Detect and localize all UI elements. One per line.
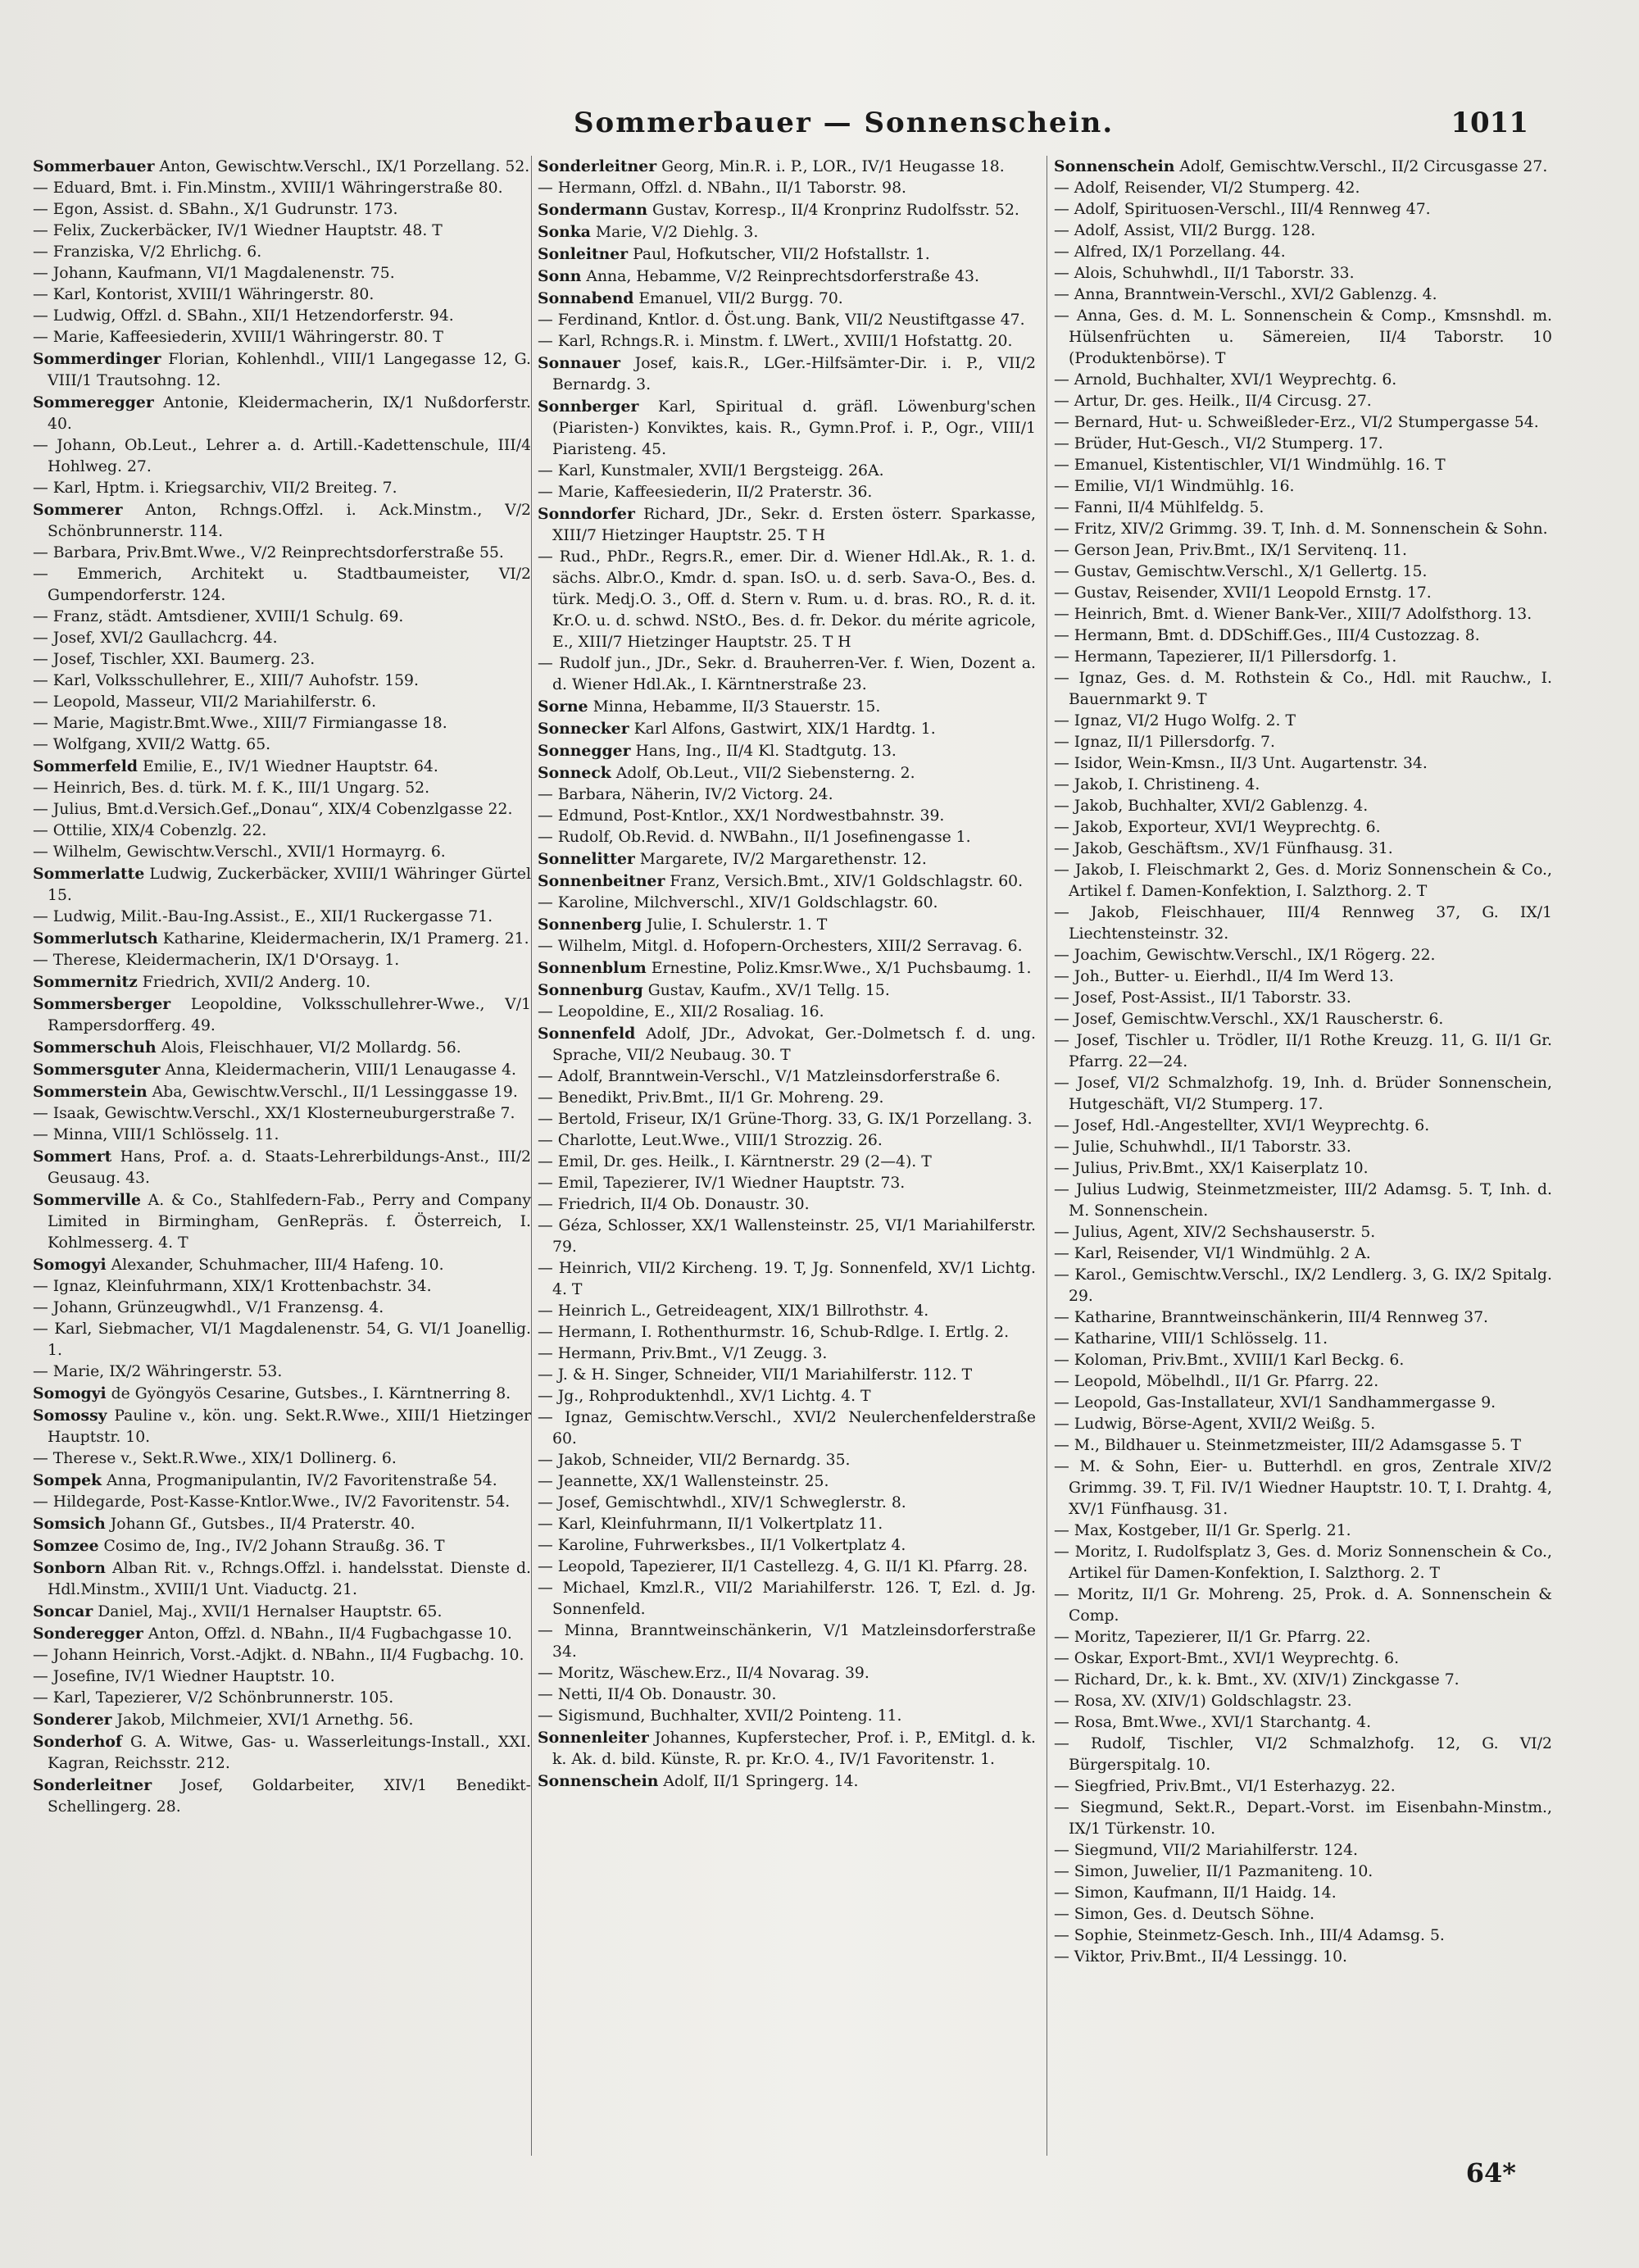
directory-entry: — Minna, VIII/1 Schlösselg. 11. — [33, 1126, 279, 1143]
directory-entry: — Wilhelm, Mitgl. d. Hofopern-Orchesters, XIII/2 Serravag. 6. — [538, 938, 1023, 955]
column-divider — [531, 156, 532, 2156]
directory-entry: — Adolf, Reisender, VI/2 Stumperg. 42. — [1054, 180, 1360, 197]
directory-entry: — Emil, Dr. ges. Heilk., I. Kärntnerstr. 29 (2—4). T — [538, 1153, 932, 1170]
directory-entry: Sommerlatte Ludwig, Zuckerbäcker, XVIII/1 Währinger Gürtel 15. — [33, 865, 531, 904]
directory-entry: — Johann, Grünzeugwhdl., V/1 Franzensg. 4. — [33, 1299, 384, 1316]
directory-entry: — Katharine, VIII/1 Schlösselg. 11. — [1054, 1330, 1328, 1348]
directory-entry: — M., Bildhauer u. Steinmetzmeister, III/2 Adamsgasse 5. T — [1054, 1437, 1522, 1454]
directory-entry: Sonnenbeitner Franz, Versich.Bmt., XIV/1 Goldschlagstr. 60. — [538, 872, 1024, 890]
directory-entry: — Emil, Tapezierer, IV/1 Wiedner Hauptstr. 73. — [538, 1175, 906, 1192]
directory-entry: — Leopold, Gas-Installateur, XVI/1 Sandhammergasse 9. — [1054, 1394, 1496, 1411]
directory-entry: Sommerbauer Anton, Gewischtw.Verschl., IX/1 Porzellang. 52. — [33, 157, 530, 175]
directory-entry: — Jakob, Exporteur, XVI/1 Weyprechtg. 6. — [1054, 819, 1381, 836]
directory-entry: — Sophie, Steinmetz-Gesch. Inh., III/4 Adamsg. 5. — [1054, 1927, 1445, 1944]
directory-entry: — Josef, Gemischtw.Verschl., XX/1 Rauscherstr. 6. — [1054, 1011, 1444, 1028]
directory-entry: — Julie, Schuhwhdl., II/1 Taborstr. 33. — [1054, 1139, 1351, 1156]
directory-entry: — Moritz, Wäschew.Erz., II/4 Novarag. 39. — [538, 1665, 869, 1682]
directory-entry: — Karl, Tapezierer, V/2 Schönbrunnerstr. 105. — [33, 1689, 394, 1707]
directory-entry: Sonnberger Karl, Spiritual d. gräfl. Löwenburg'schen (Piaristen-) Konviktes, kais. R., Gymn.Prof. i. P., Ogr., VIII/1 Piaristeng. 45. — [538, 398, 1036, 458]
directory-entry: — Karol., Gemischtw.Verschl., IX/2 Lendlerg. 3, G. IX/2 Spitalg. 29. — [1054, 1266, 1552, 1305]
directory-entry: — Johann, Ob.Leut., Lehrer a. d. Artill.-Kadettenschule, III/4 Hohlweg. 27. — [33, 437, 531, 475]
directory-entry: — Isaak, Gewischtw.Verschl., XX/1 Klosterneuburgerstraße 7. — [33, 1105, 515, 1122]
directory-entry: — Gerson Jean, Priv.Bmt., IX/1 Servitenq. 11. — [1054, 542, 1407, 559]
directory-entry: Sonderleitner Josef, Goldarbeiter, XIV/1 Benedikt-Schellingerg. 28. — [33, 1776, 531, 1816]
directory-entry: — Anna, Ges. d. M. L. Sonnenschein & Comp., Kmsnshdl. m. Hülsenfrüchten u. Sämereien, II/4 Taborstr. 10 (Produktenbörse). T — [1054, 307, 1552, 367]
directory-entry: — Hermann, Priv.Bmt., V/1 Zeugg. 3. — [538, 1345, 828, 1362]
directory-entry: Somossy Pauline v., kön. ung. Sekt.R.Wwe., XIII/1 Hietzinger Hauptstr. 10. — [33, 1407, 531, 1446]
directory-entry: — Therese v., Sekt.R.Wwe., XIX/1 Dollinerg. 6. — [33, 1450, 397, 1467]
directory-entry: — Karoline, Fuhrwerksbes., II/1 Volkertplatz 4. — [538, 1537, 906, 1554]
directory-entry: Sonderer Jakob, Milchmeier, XVI/1 Arnethg. 56. — [33, 1711, 414, 1729]
directory-entry: — Franz, städt. Amtsdiener, XVIII/1 Schulg. 69. — [33, 608, 404, 625]
directory-entry: — Ignaz, Kleinfuhrmann, XIX/1 Krottenbachstr. 34. — [33, 1278, 432, 1295]
directory-entry: — Marie, IX/2 Währingerstr. 53. — [33, 1363, 283, 1380]
directory-entry: — Rudolf jun., JDr., Sekr. d. Brauherren-Ver. f. Wien, Dozent a. d. Wiener Hdl.Ak., I. Kärntnerstraße 23. — [538, 655, 1036, 693]
directory-entry: — Julius Ludwig, Steinmetzmeister, III/2 Adamsg. 5. T, Inh. d. M. Sonnenschein. — [1054, 1181, 1552, 1220]
directory-entry: — Rud., PhDr., Regrs.R., emer. Dir. d. Wiener Hdl.Ak., R. 1. d. sächs. Albr.O., Kmdr. d. span. IsO. u. d. serb. Sava-O., Bes. d. türk. Medj.O. 3., Off. d. Stern v. Rum. u. d. bras. RO., R. d. it. Kr.O. u. d. schwd. NStO., Bes. d. fr. Dekor. du mérite agricole, E., XIII/7 Hietzinger Hauptstr. 25. T H — [538, 548, 1036, 651]
directory-entry: — Brüder, Hut-Gesch., VI/2 Stumperg. 17. — [1054, 435, 1383, 452]
directory-entry: Sonnecker Karl Alfons, Gastwirt, XIX/1 Hardtg. 1. — [538, 720, 936, 738]
directory-entry: — Jakob, Buchhalter, XVI/2 Gablenzg. 4. — [1054, 798, 1369, 815]
directory-entry: Sonderhof G. A. Witwe, Gas- u. Wasserleitungs-Install., XXI. Kagran, Reichsstr. 212. — [33, 1733, 531, 1772]
directory-entry: — Wilhelm, Gewischtw.Verschl., XVII/1 Hormayrg. 6. — [33, 843, 446, 861]
directory-entry: — Ottilie, XIX/4 Cobenzlg. 22. — [33, 822, 267, 839]
directory-entry: — Hermann, I. Rothenthurmstr. 16, Schub-Rdlge. I. Ertlg. 2. — [538, 1324, 1010, 1341]
directory-entry: — Karl, Kunstmaler, XVII/1 Bergsteigg. 26A. — [538, 462, 884, 480]
directory-entry: — Richard, Dr., k. k. Bmt., XV. (XIV/1) Zinckgasse 7. — [1054, 1671, 1460, 1689]
directory-entry: — Simon, Kaufmann, II/1 Haidg. 14. — [1054, 1884, 1337, 1902]
directory-entry: — Bernard, Hut- u. Schweißleder-Erz., VI/2 Stumpergasse 54. — [1054, 414, 1539, 431]
directory-entry: — Koloman, Priv.Bmt., XVIII/1 Karl Beckg. 6. — [1054, 1352, 1405, 1369]
directory-entry: — Arnold, Buchhalter, XVI/1 Weyprechtg. 6. — [1054, 371, 1397, 389]
directory-entry: Sonn Anna, Hebamme, V/2 Reinprechtsdorferstraße 43. — [538, 267, 979, 285]
directory-entry: — Julius, Agent, XIV/2 Sechshauserstr. 5. — [1054, 1224, 1376, 1241]
directory-entry: — Johann Heinrich, Vorst.-Adjkt. d. NBahn., II/4 Fugbachg. 10. — [33, 1647, 524, 1664]
directory-entry: — Rudolf, Tischler, VI/2 Schmalzhofg. 12, G. VI/2 Bürgerspitalg. 10. — [1054, 1735, 1552, 1774]
directory-entry: — Emmerich, Architekt u. Stadtbaumeister, VI/2 Gumpendorferstr. 124. — [33, 566, 531, 604]
directory-entry: — Franziska, V/2 Ehrlichg. 6. — [33, 243, 262, 261]
directory-entry: — Josef, Hdl.-Angestellter, XVI/1 Weyprechtg. 6. — [1054, 1117, 1430, 1134]
directory-entry: — Heinrich, VII/2 Kircheng. 19. T, Jg. Sonnenfeld, XV/1 Lichtg. 4. T — [538, 1260, 1036, 1298]
directory-entry: Sommersberger Leopoldine, Volksschullehrer-Wwe., V/1 Rampersdorfferg. 49. — [33, 995, 531, 1034]
directory-entry: — Ludwig, Milit.-Bau-Ing.Assist., E., XII/1 Ruckergasse 71. — [33, 908, 493, 925]
directory-entry: Sonnegger Hans, Ing., II/4 Kl. Stadtgutg. 13. — [538, 742, 897, 760]
directory-column-3 — [1054, 156, 1552, 2139]
directory-entry: — Rudolf, Ob.Revid. d. NWBahn., II/1 Josefinengasse 1. — [538, 829, 971, 846]
directory-entry: — Barbara, Näherin, IV/2 Victorg. 24. — [538, 786, 833, 803]
signature-mark: 64* — [1465, 2157, 1516, 2188]
directory-entry: — Josef, XVI/2 Gaullachcrg. 44. — [33, 629, 278, 647]
directory-entry: Sonnenblum Ernestine, Poliz.Kmsr.Wwe., X/1 Puchsbaumg. 1. — [538, 959, 1032, 977]
directory-entry: — Marie, Kaffeesiederin, XVIII/1 Währingerstr. 80. T — [33, 329, 443, 346]
directory-entry: Soncar Daniel, Maj., XVII/1 Hernalser Hauptstr. 65. — [33, 1602, 443, 1620]
directory-entry: Sommersguter Anna, Kleidermacherin, VIII/1 Lenaugasse 4. — [33, 1061, 516, 1079]
directory-entry: — Heinrich, Bes. d. türk. M. f. K., III/1 Ungarg. 52. — [33, 779, 430, 797]
directory-entry: — Karl, Hptm. i. Kriegsarchiv, VII/2 Breiteg. 7. — [33, 480, 397, 497]
page-number: 1011 — [1451, 107, 1528, 139]
directory-entry: — Géza, Schlosser, XX/1 Wallensteinstr. 25, VI/1 Mariahilferstr. 79. — [538, 1217, 1036, 1256]
directory-entry: — Anna, Branntwein-Verschl., XVI/2 Gablenzg. 4. — [1054, 286, 1437, 303]
directory-entry: Sommeregger Antonie, Kleidermacherin, IX/1 Nußdorferstr. 40. — [33, 393, 531, 433]
directory-entry: Sonnauer Josef, kais.R., LGer.-Hilfsämter-Dir. i. P., VII/2 Bernardg. 3. — [538, 354, 1036, 393]
directory-entry: — Edmund, Post-Kntlor., XX/1 Nordwestbahnstr. 39. — [538, 807, 945, 825]
directory-entry: — Josef, Tischler u. Trödler, II/1 Rothe Kreuzg. 11, G. II/1 Gr. Pfarrg. 22—24. — [1054, 1032, 1552, 1070]
directory-entry: — Siegmund, Sekt.R., Depart.-Vorst. im Eisenbahn-Minstm., IX/1 Türkenstr. 10. — [1054, 1799, 1552, 1838]
directory-entry: — Josef, VI/2 Schmalzhofg. 19, Inh. d. Brüder Sonnenschein, Hutgeschäft, VI/2 Stumperg. 17. — [1054, 1075, 1552, 1113]
directory-entry: — J. & H. Singer, Schneider, VII/1 Mariahilferstr. 112. T — [538, 1366, 973, 1384]
directory-entry: — Artur, Dr. ges. Heilk., II/4 Circusg. 27. — [1054, 393, 1372, 410]
directory-entry: Somogyi de Gyöngyös Cesarine, Gutsbes., I. Kärntnerring 8. — [33, 1384, 511, 1402]
directory-entry: — Emanuel, Kistentischler, VI/1 Windmühlg. 16. T — [1054, 457, 1446, 474]
directory-entry: — Fanni, II/4 Mühlfeldg. 5. — [1054, 499, 1264, 516]
directory-entry: — Barbara, Priv.Bmt.Wwe., V/2 Reinprechtsdorferstraße 55. — [33, 544, 504, 561]
directory-entry: Sonka Marie, V/2 Diehlg. 3. — [538, 223, 759, 241]
directory-entry: — Joh., Butter- u. Eierhdl., II/4 Im Werd 13. — [1054, 968, 1394, 985]
directory-entry: — Hildegarde, Post-Kasse-Kntlor.Wwe., IV/2 Favoritenstr. 54. — [33, 1493, 511, 1511]
directory-entry: — Benedikt, Priv.Bmt., II/1 Gr. Mohreng. 29. — [538, 1089, 884, 1107]
directory-entry: — Adolf, Branntwein-Verschl., V/1 Matzleinsdorferstraße 6. — [538, 1068, 1001, 1085]
directory-entry: — Fritz, XIV/2 Grimmg. 39. T, Inh. d. M. Sonnenschein & Sohn. — [1054, 520, 1548, 538]
directory-entry: — Emilie, VI/1 Windmühlg. 16. — [1054, 478, 1295, 495]
directory-column-2 — [538, 156, 1036, 2139]
directory-entry: — Gustav, Reisender, XVII/1 Leopold Ernstg. 17. — [1054, 584, 1432, 602]
directory-column-1 — [33, 156, 531, 2139]
directory-entry: — Viktor, Priv.Bmt., II/4 Lessingg. 10. — [1054, 1948, 1348, 1966]
directory-entry: — Jakob, I. Christineng. 4. — [1054, 776, 1260, 793]
directory-entry: Sonnenfeld Adolf, JDr., Advokat, Ger.-Dolmetsch f. d. ung. Sprache, VII/2 Neubaug. 30. T — [538, 1025, 1036, 1064]
directory-entry: — Moritz, II/1 Gr. Mohreng. 25, Prok. d. A. Sonnenschein & Comp. — [1054, 1586, 1552, 1625]
directory-entry: Sonderegger Anton, Offzl. d. NBahn., II/4 Fugbachgasse 10. — [33, 1625, 512, 1643]
directory-entry: — Felix, Zuckerbäcker, IV/1 Wiedner Hauptstr. 48. T — [33, 222, 443, 239]
directory-entry: Sonnenburg Gustav, Kaufm., XV/1 Tellg. 15. — [538, 981, 890, 999]
directory-entry: Sonndorfer Richard, JDr., Sekr. d. Ersten österr. Sparkasse, XIII/7 Hietzinger Hauptstr. 25. T H — [538, 505, 1036, 544]
directory-entry: — Wolfgang, XVII/2 Wattg. 65. — [33, 736, 271, 753]
directory-entry: Sommernitz Friedrich, XVII/2 Anderg. 10. — [33, 973, 371, 991]
directory-entry: Sommerdinger Florian, Kohlenhdl., VIII/1 Langegasse 12, G. VIII/1 Trautsohng. 12. — [33, 350, 531, 389]
directory-entry: — Katharine, Branntweinschänkerin, III/4 Rennweg 37. — [1054, 1309, 1489, 1326]
directory-entry: Sonderleitner Georg, Min.R. i. P., LOR., IV/1 Heugasse 18. — [538, 157, 1005, 175]
directory-entry: — Adolf, Spirituosen-Verschl., III/4 Rennweg 47. — [1054, 201, 1431, 218]
directory-entry: — M. & Sohn, Eier- u. Butterhdl. en gros, Zentrale XIV/2 Grimmg. 39. T, Fil. IV/1 Wiedner Hauptstr. 10. T, I. Drahtg. 4, XV/1 Fünfhausg. 31. — [1054, 1458, 1552, 1518]
directory-entry: — Rosa, Bmt.Wwe., XVI/1 Starchantg. 4. — [1054, 1714, 1372, 1731]
directory-entry: — Josef, Post-Assist., II/1 Taborstr. 33. — [1054, 989, 1351, 1007]
directory-entry: — Jakob, Schneider, VII/2 Bernardg. 35. — [538, 1452, 851, 1469]
directory-entry: — Hermann, Offzl. d. NBahn., II/1 Taborstr. 98. — [538, 180, 907, 197]
directory-entry: — Josefine, IV/1 Wiedner Hauptstr. 10. — [33, 1668, 335, 1685]
directory-entry: Somogyi Alexander, Schuhmacher, III/4 Hafeng. 10. — [33, 1256, 444, 1274]
directory-entry: Sommerer Anton, Rchngs.Offzl. i. Ack.Minstm., V/2 Schönbrunnerstr. 114. — [33, 501, 531, 540]
directory-entry: Sommerstein Aba, Gewischtw.Verschl., II/1 Lessinggasse 19. — [33, 1083, 518, 1101]
directory-entry: Sommert Hans, Prof. a. d. Staats-Lehrerbildungs-Anst., III/2 Geusaug. 43. — [33, 1148, 531, 1187]
directory-entry: Sonnabend Emanuel, VII/2 Burgg. 70. — [538, 289, 843, 307]
directory-entry: Sonleitner Paul, Hofkutscher, VII/2 Hofstallstr. 1. — [538, 245, 930, 263]
directory-entry: — Hermann, Tapezierer, II/1 Pillersdorfg. 1. — [1054, 648, 1397, 666]
directory-entry: — Bertold, Friseur, IX/1 Grüne-Thorg. 33, G. IX/1 Porzellang. 3. — [538, 1111, 1033, 1128]
directory-entry: Sorne Minna, Hebamme, II/3 Stauerstr. 15. — [538, 698, 881, 716]
directory-entry: — Moritz, Tapezierer, II/1 Gr. Pfarrg. 22. — [1054, 1629, 1371, 1646]
directory-entry: Sonnenschein Adolf, II/1 Springerg. 14. — [538, 1772, 859, 1790]
directory-entry: — Ignaz, II/1 Pillersdorfg. 7. — [1054, 734, 1275, 751]
directory-entry: — Leopold, Tapezierer, II/1 Castellezg. 4, G. II/1 Kl. Pfarrg. 28. — [538, 1558, 1028, 1575]
directory-entry: Sonnenberg Julie, I. Schulerstr. 1. T — [538, 916, 828, 934]
directory-entry: — Karl, Volksschullehrer, E., XIII/7 Auhofstr. 159. — [33, 672, 419, 689]
directory-entry: Sondermann Gustav, Korresp., II/4 Kronprinz Rudolfsstr. 52. — [538, 201, 1019, 219]
directory-entry: — Ludwig, Börse-Agent, XVII/2 Weißg. 5. — [1054, 1416, 1376, 1433]
directory-entry: — Egon, Assist. d. SBahn., X/1 Gudrunstr. 173. — [33, 201, 398, 218]
directory-entry: — Leopold, Masseur, VII/2 Mariahilferstr. 6. — [33, 693, 377, 711]
directory-entry: — Karl, Rchngs.R. i. Minstm. f. LWert., XVIII/1 Hofstattg. 20. — [538, 333, 1013, 350]
directory-entry: Sommerschuh Alois, Fleischhauer, VI/2 Mollardg. 56. — [33, 1039, 461, 1057]
directory-entry: — Heinrich L., Getreideagent, XIX/1 Billrothstr. 4. — [538, 1302, 929, 1320]
directory-entry: — Josef, Gemischtwhdl., XIV/1 Schweglerstr. 8. — [538, 1494, 906, 1511]
directory-entry: — Karl, Kleinfuhrmann, II/1 Volkertplatz 11. — [538, 1516, 883, 1533]
directory-entry: — Jakob, Geschäftsm., XV/1 Fünfhausg. 31. — [1054, 840, 1393, 857]
directory-entry: — Marie, Kaffeesiederin, II/2 Praterstr. 36. — [538, 484, 873, 501]
directory-entry: Sommerfeld Emilie, E., IV/1 Wiedner Hauptstr. 64. — [33, 757, 438, 775]
directory-entry: — Rosa, XV. (XIV/1) Goldschlagstr. 23. — [1054, 1693, 1352, 1710]
directory-entry: — Isidor, Wein-Kmsn., II/3 Unt. Augartenstr. 34. — [1054, 755, 1428, 772]
directory-entry: — Julius, Priv.Bmt., XX/1 Kaiserplatz 10. — [1054, 1160, 1369, 1177]
directory-entry: — Minna, Branntweinschänkerin, V/1 Matzleinsdorferstraße 34. — [538, 1622, 1036, 1661]
directory-entry: — Netti, II/4 Ob. Donaustr. 30. — [538, 1686, 777, 1703]
directory-entry: — Ignaz, Gemischtw.Verschl., XVI/2 Neulerchenfelderstraße 60. — [538, 1409, 1036, 1448]
directory-entry: — Ferdinand, Kntlor. d. Öst.ung. Bank, VII/2 Neustiftgasse 47. — [538, 311, 1025, 329]
directory-entry: — Josef, Tischler, XXI. Baumerg. 23. — [33, 651, 316, 668]
directory-entry: Sompek Anna, Progmanipulantin, IV/2 Favoritenstraße 54. — [33, 1471, 497, 1489]
page-title: Sommerbauer — Sonnenschein. — [574, 107, 1115, 139]
directory-entry: — Julius, Bmt.d.Versich.Gef.„Donau“, XIX/4 Cobenzlgasse 22. — [33, 801, 513, 818]
directory-entry: — Moritz, I. Rudolfsplatz 3, Ges. d. Moriz Sonnenschein & Co., Artikel für Damen-Konfektion, I. Salzthorg. 2. T — [1054, 1543, 1552, 1582]
directory-entry: — Ludwig, Offzl. d. SBahn., XII/1 Hetzendorferstr. 94. — [33, 307, 454, 325]
directory-entry: — Charlotte, Leut.Wwe., VIII/1 Strozzig. 26. — [538, 1132, 883, 1149]
directory-entry: — Friedrich, II/4 Ob. Donaustr. 30. — [538, 1196, 810, 1213]
page-header — [0, 98, 1639, 148]
directory-entry: — Simon, Juwelier, II/1 Pazmaniteng. 10. — [1054, 1863, 1373, 1880]
directory-entry: — Jg., Rohproduktenhdl., XV/1 Lichtg. 4. T — [538, 1388, 871, 1405]
directory-entry: Sommerville A. & Co., Stahlfedern-Fab., Perry and Company Limited in Birmingham, GenRepräs. f. Österreich, I. Kohlmesserg. 4. T — [33, 1191, 531, 1252]
directory-entry: Sonborn Alban Rit. v., Rchngs.Offzl. i. handelsstat. Dienste d. Hdl.Minstm., XVIII/1 Unt. Viaductg. 21. — [33, 1559, 531, 1598]
directory-entry: — Siegmund, VII/2 Mariahilferstr. 124. — [1054, 1842, 1358, 1859]
directory-entry: Sonnenleiter Johannes, Kupferstecher, Prof. i. P., EMitgl. d. k. k. Ak. d. bild. Künste, R. pr. Kr.O. 4., IV/1 Favoritenstr. 1. — [538, 1729, 1036, 1768]
directory-entry: — Ignaz, VI/2 Hugo Wolfg. 2. T — [1054, 712, 1296, 729]
directory-entry: Sommerlutsch Katharine, Kleidermacherin, IX/1 Pramerg. 21. — [33, 929, 529, 948]
directory-entry: — Karl, Siebmacher, VI/1 Magdalenenstr. 54, G. VI/1 Joanellig. 1. — [33, 1320, 531, 1359]
directory-entry: — Adolf, Assist, VII/2 Burgg. 128. — [1054, 222, 1316, 239]
directory-entry: — Alois, Schuhwhdl., II/1 Taborstr. 33. — [1054, 265, 1355, 282]
directory-entry: Sonneck Adolf, Ob.Leut., VII/2 Siebensterng. 2. — [538, 764, 915, 782]
directory-entry: — Ignaz, Ges. d. M. Rothstein & Co., Hdl. mit Rauchw., I. Bauernmarkt 9. T — [1054, 670, 1552, 708]
directory-entry: — Jakob, Fleischhauer, III/4 Rennweg 37, G. IX/1 Liechtensteinstr. 32. — [1054, 904, 1552, 943]
directory-entry: — Leopoldine, E., XII/2 Rosaliag. 16. — [538, 1003, 824, 1020]
directory-entry: — Karl, Kontorist, XVIII/1 Währingerstr. 80. — [33, 286, 375, 303]
directory-entry: — Karoline, Milchverschl., XIV/1 Goldschlagstr. 60. — [538, 894, 938, 911]
directory-entry: Somzee Cosimo de, Ing., IV/2 Johann Straußg. 36. T — [33, 1537, 445, 1555]
directory-entry: — Michael, Kmzl.R., VII/2 Mariahilferstr. 126. T, Ezl. d. Jg. Sonnenfeld. — [538, 1579, 1036, 1618]
directory-entry: — Hermann, Bmt. d. DDSchiff.Ges., III/4 Custozzag. 8. — [1054, 627, 1480, 644]
directory-entry: Sonnelitter Margarete, IV/2 Margarethenstr. 12. — [538, 850, 927, 868]
directory-entry: — Siegfried, Priv.Bmt., VI/1 Esterhazyg. 22. — [1054, 1778, 1396, 1795]
directory-entry: — Jeannette, XX/1 Wallensteinstr. 25. — [538, 1473, 829, 1490]
directory-entry: — Sigismund, Buchhalter, XVII/2 Pointeng. 11. — [538, 1707, 902, 1725]
directory-entry: — Gustav, Gemischtw.Verschl., X/1 Gellertg. 15. — [1054, 563, 1428, 580]
directory-entry: — Jakob, I. Fleischmarkt 2, Ges. d. Moriz Sonnenschein & Co., Artikel f. Damen-Konfektion, I. Salzthorg. 2. T — [1054, 861, 1552, 900]
directory-entry: — Max, Kostgeber, II/1 Gr. Sperlg. 21. — [1054, 1522, 1351, 1539]
directory-entry: — Leopold, Möbelhdl., II/1 Gr. Pfarrg. 22. — [1054, 1373, 1379, 1390]
directory-entry: — Simon, Ges. d. Deutsch Söhne. — [1054, 1906, 1314, 1923]
directory-entry: — Marie, Magistr.Bmt.Wwe., XIII/7 Firmiangasse 18. — [33, 715, 447, 732]
directory-entry: — Heinrich, Bmt. d. Wiener Bank-Ver., XIII/7 Adolfsthorg. 13. — [1054, 606, 1532, 623]
directory-entry: — Eduard, Bmt. i. Fin.Minstm., XVIII/1 Währingerstraße 80. — [33, 180, 503, 197]
directory-entry: — Johann, Kaufmann, VI/1 Magdalenenstr. 75. — [33, 265, 395, 282]
directory-entry: — Joachim, Gewischtw.Verschl., IX/1 Rögerg. 22. — [1054, 947, 1436, 964]
directory-entry: Somsich Johann Gf., Gutsbes., II/4 Praterstr. 40. — [33, 1515, 415, 1533]
directory-entry: — Oskar, Export-Bmt., XVI/1 Weyprechtg. 6. — [1054, 1650, 1400, 1667]
directory-entry: — Therese, Kleidermacherin, IX/1 D'Orsayg. 1. — [33, 952, 400, 969]
directory-entry: Sonnenschein Adolf, Gemischtw.Verschl., II/2 Circusgasse 27. — [1054, 157, 1548, 175]
directory-entry: — Karl, Reisender, VI/1 Windmühlg. 2 A. — [1054, 1245, 1371, 1262]
directory-entry: — Alfred, IX/1 Porzellang. 44. — [1054, 243, 1286, 261]
